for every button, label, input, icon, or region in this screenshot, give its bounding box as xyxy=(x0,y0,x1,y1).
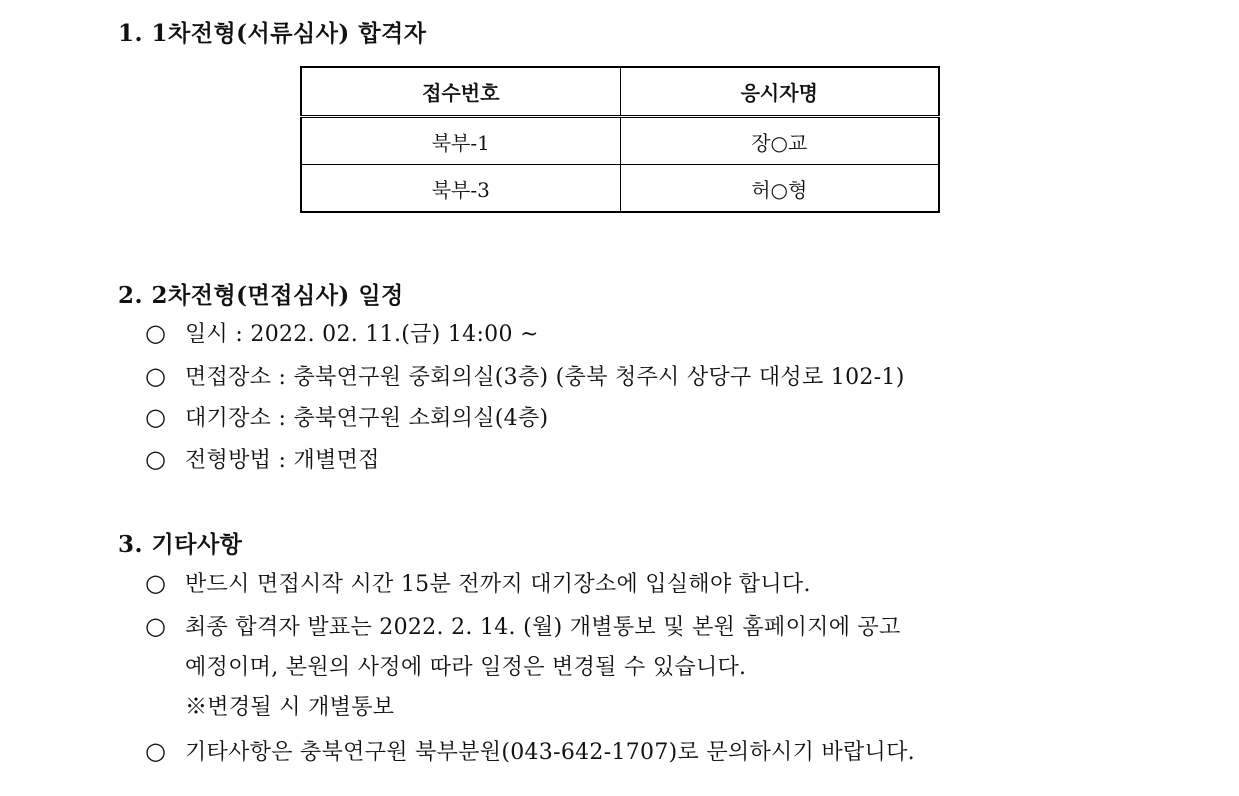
table-row xyxy=(301,165,939,213)
column-header-application-number: 접수번호 xyxy=(301,67,620,117)
list-item xyxy=(145,612,901,642)
applicant-name-cell: 장○교 xyxy=(620,117,939,165)
passed-applicants-table xyxy=(300,66,940,213)
table-header-row xyxy=(301,67,939,117)
interview-location: 면접장소 : 충북연구원 중회의실(3층) (충북 청주시 상당구 대성로 102-1) xyxy=(185,365,905,390)
change-notice: ※변경될 시 개별통보 xyxy=(185,695,395,720)
circle-bullet-icon: ○ xyxy=(145,319,167,347)
contact-info: 기타사항은 충북연구원 북부분원(043-642-1707)로 문의하시기 바랍니다. xyxy=(185,740,915,765)
circle-bullet-icon: ○ xyxy=(145,403,167,431)
final-announcement-continuation: 예정이며, 본원의 사정에 따라 일정은 변경될 수 있습니다. xyxy=(185,655,747,680)
circle-bullet-icon: ○ xyxy=(145,445,167,473)
final-announcement: 최종 합격자 발표는 2022. 2. 14. (월) 개별통보 및 본원 홈페이지에 공고 xyxy=(185,615,901,640)
application-number-cell: 북부-3 xyxy=(301,165,620,213)
circle-bullet-icon: ○ xyxy=(145,362,167,390)
list-item xyxy=(145,362,905,392)
table-row xyxy=(301,117,939,165)
circle-bullet-icon: ○ xyxy=(145,612,167,640)
section-title-other-notes: 3. 기타사항 xyxy=(118,531,243,558)
circle-bullet-icon: ○ xyxy=(145,736,167,765)
application-number-cell: 북부-1 xyxy=(301,117,620,165)
schedule-datetime: 일시 : 2022. 02. 11.(금) 14:00 ~ xyxy=(185,322,539,347)
list-item xyxy=(145,403,548,433)
screening-method: 전형방법 : 개별면접 xyxy=(185,448,380,473)
waiting-location: 대기장소 : 충북연구원 소회의실(4층) xyxy=(185,406,549,431)
applicant-name-cell: 허○형 xyxy=(620,165,939,213)
section-title-interview-schedule: 2. 2차전형(면접심사) 일정 xyxy=(118,282,404,309)
list-item xyxy=(145,319,539,349)
list-item xyxy=(145,445,380,475)
circle-bullet-icon: ○ xyxy=(145,569,167,597)
column-header-applicant-name: 응시자명 xyxy=(620,67,939,117)
arrival-notice: 반드시 면접시작 시간 15분 전까지 대기장소에 입실해야 합니다. xyxy=(185,572,811,597)
list-item xyxy=(145,737,915,767)
section-title-first-screening: 1. 1차전형(서류심사) 합격자 xyxy=(118,20,427,47)
list-item xyxy=(145,569,811,599)
